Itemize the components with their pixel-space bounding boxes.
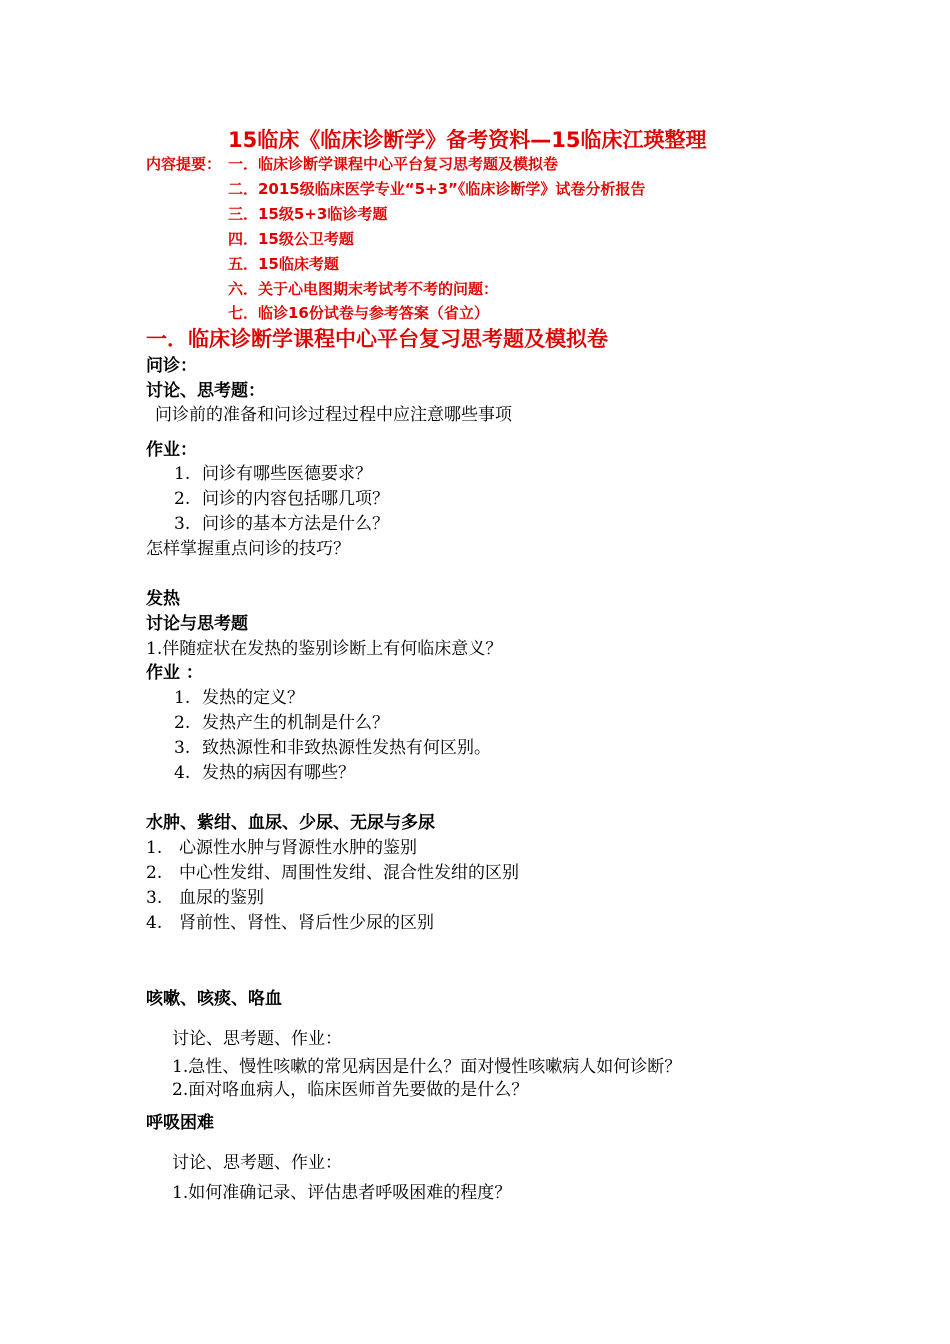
discuss-text: 问诊前的准备和问诊过程过程中应注意哪些事项 xyxy=(155,405,512,425)
toc-item: 三．15级5+3临诊考题 xyxy=(228,205,388,223)
sub-heading: 讨论、思考题、作业： xyxy=(172,1153,342,1173)
list-item: 1. 心源性水肿与肾源性水肿的鉴别 xyxy=(146,838,417,858)
list-item: 4. 发热的病因有哪些？ xyxy=(174,763,355,783)
summary-label: 内容提要： xyxy=(146,155,222,173)
toc-item: 二．2015级临床医学专业“5+3”《临床诊断学》试卷分析报告 xyxy=(228,180,646,198)
discuss-heading: 讨论、思考题： xyxy=(146,381,265,401)
document-title: 15临床《临床诊断学》备考资料—15临床江瑛整理 xyxy=(228,128,707,152)
discuss-heading: 讨论与思考题 xyxy=(146,614,248,634)
toc-item: 六．关于心电图期末考试考不考的问题： xyxy=(228,280,499,298)
list-item: 2. 发热产生的机制是什么？ xyxy=(174,713,389,733)
list-item: 1.如何准确记录、评估患者呼吸困难的程度？ xyxy=(172,1183,512,1203)
topic-heading: 水肿、紫绀、血尿、少尿、无尿与多尿 xyxy=(146,813,435,833)
topic-heading: 问诊： xyxy=(146,356,197,376)
list-item: 2. 问诊的内容包括哪几项？ xyxy=(174,489,389,509)
topic-heading: 呼吸困难 xyxy=(146,1113,214,1133)
topic-heading: 发热 xyxy=(146,589,180,609)
list-item: 2.面对咯血病人，临床医师首先要做的是什么？ xyxy=(172,1080,529,1100)
toc-item: 一．临床诊断学课程中心平台复习思考题及模拟卷 xyxy=(228,155,559,173)
list-item: 3. 致热源性和非致热源性发热有何区别。 xyxy=(174,738,491,758)
toc-item: 四．15级公卫考题 xyxy=(228,230,354,248)
extra-question: 怎样掌握重点问诊的技巧？ xyxy=(146,539,350,559)
homework-heading: 作业： xyxy=(146,440,197,460)
list-item: 1. 发热的定义？ xyxy=(174,688,304,708)
list-item: 2. 中心性发绀、周围性发绀、混合性发绀的区别 xyxy=(146,863,519,883)
list-item: 3. 问诊的基本方法是什么？ xyxy=(174,514,389,534)
list-item: 3. 血尿的鉴别 xyxy=(146,888,264,908)
toc-item: 七．临诊16份试卷与参考答案（省立） xyxy=(228,304,489,322)
sub-heading: 讨论、思考题、作业： xyxy=(172,1029,342,1049)
discuss-text: 1.伴随症状在发热的鉴别诊断上有何临床意义？ xyxy=(146,639,503,659)
homework-heading: 作业 ： xyxy=(146,663,203,683)
section-heading: 一．临床诊断学课程中心平台复习思考题及模拟卷 xyxy=(146,327,608,351)
list-item: 4. 肾前性、肾性、肾后性少尿的区别 xyxy=(146,913,434,933)
topic-heading: 咳嗽、咳痰、咯血 xyxy=(146,989,282,1009)
list-item: 1. 问诊有哪些医德要求？ xyxy=(174,464,372,484)
list-item: 1.急性、慢性咳嗽的常见病因是什么？面对慢性咳嗽病人如何诊断？ xyxy=(172,1057,682,1077)
toc-item: 五．15临床考题 xyxy=(228,255,339,273)
